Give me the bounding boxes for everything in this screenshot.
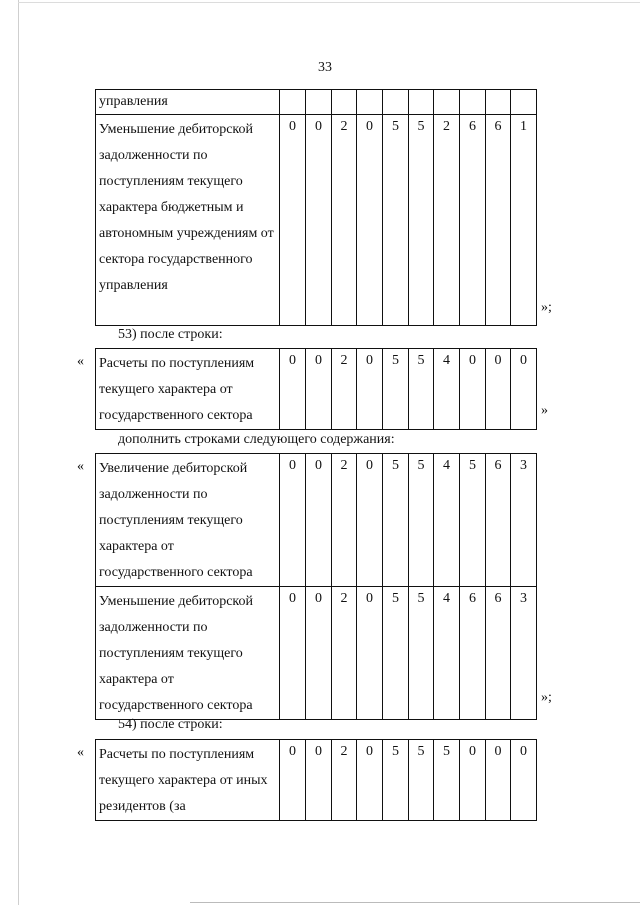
code-digit: [383, 90, 409, 115]
code-digit: 0: [306, 454, 332, 587]
table-row: [96, 349, 537, 430]
table-4: [95, 739, 537, 821]
code-digit: 0: [357, 740, 383, 821]
code-digit: 2: [332, 587, 357, 720]
code-digit: 5: [383, 349, 409, 430]
scan-edge-bottom: [190, 902, 640, 903]
code-digit: 0: [460, 349, 486, 430]
table-row: [96, 90, 537, 115]
code-digit: 0: [357, 587, 383, 720]
code-digit: 3: [511, 587, 537, 720]
code-digit: 6: [486, 115, 511, 326]
code-digit: [306, 90, 332, 115]
opening-quote: «: [77, 745, 84, 760]
code-digit: 5: [383, 115, 409, 326]
code-digit: 2: [434, 115, 460, 326]
row-label: Увеличение дебиторской задолженности по поступлениям текущего характера от государственного сектора: [96, 454, 280, 587]
code-digit: 0: [306, 587, 332, 720]
code-digit: 6: [460, 587, 486, 720]
code-digit: 0: [511, 740, 537, 821]
code-digit: 6: [486, 454, 511, 587]
scan-edge-top: [18, 2, 640, 3]
row-label: Расчеты по поступлениям текущего характера от государственного сектора: [96, 349, 280, 430]
code-digit: 4: [434, 454, 460, 587]
supplement-instruction: дополнить строками следующего содержания:: [118, 432, 395, 447]
code-digit: [357, 90, 383, 115]
table-row: [96, 587, 537, 720]
code-digit: [434, 90, 460, 115]
closing-quote: »;: [541, 300, 552, 315]
row-label: Уменьшение дебиторской задолженности по поступлениям текущего характера от государственного сектора: [96, 587, 280, 720]
code-digit: 5: [460, 454, 486, 587]
code-digit: 0: [280, 115, 306, 326]
item-54-heading: 54) после строки:: [118, 717, 223, 732]
code-digit: 5: [383, 587, 409, 720]
code-digit: 0: [511, 349, 537, 430]
code-digit: 5: [383, 740, 409, 821]
closing-quote: »;: [541, 690, 552, 705]
code-digit: 0: [280, 740, 306, 821]
code-digit: 1: [511, 115, 537, 326]
code-digit: 0: [280, 454, 306, 587]
table-row: [96, 740, 537, 821]
table-3: [95, 453, 537, 720]
code-digit: [460, 90, 486, 115]
scan-edge-left: [18, 0, 19, 905]
code-digit: 4: [434, 587, 460, 720]
code-digit: [280, 90, 306, 115]
code-digit: 0: [486, 740, 511, 821]
table-row: [96, 454, 537, 587]
code-digit: 2: [332, 740, 357, 821]
code-digit: 5: [409, 349, 434, 430]
code-digit: 6: [460, 115, 486, 326]
closing-quote: »: [541, 403, 548, 418]
row-label: Расчеты по поступлениям текущего характера от иных резидентов (за: [96, 740, 280, 821]
row-label: Уменьшение дебиторской задолженности по поступлениям текущего характера бюджетным и автономным учреждениям от сектора государственного управления: [96, 115, 280, 326]
code-digit: 0: [357, 349, 383, 430]
code-digit: 0: [357, 454, 383, 587]
code-digit: 5: [409, 115, 434, 326]
code-digit: 5: [409, 740, 434, 821]
code-digit: 5: [409, 587, 434, 720]
code-digit: 2: [332, 349, 357, 430]
code-digit: 0: [460, 740, 486, 821]
code-digit: 2: [332, 454, 357, 587]
code-digit: 0: [357, 115, 383, 326]
code-digit: 5: [409, 454, 434, 587]
code-digit: 5: [383, 454, 409, 587]
code-digit: 0: [306, 740, 332, 821]
page-number: 33: [318, 60, 332, 75]
code-digit: 0: [280, 349, 306, 430]
code-digit: 2: [332, 115, 357, 326]
table-2: [95, 348, 537, 430]
item-53-heading: 53) после строки:: [118, 327, 223, 342]
code-digit: 3: [511, 454, 537, 587]
table-1: [95, 89, 537, 326]
code-digit: 0: [486, 349, 511, 430]
code-digit: 6: [486, 587, 511, 720]
row-label: управления: [96, 90, 280, 115]
code-digit: [486, 90, 511, 115]
code-digit: 0: [306, 349, 332, 430]
code-digit: [332, 90, 357, 115]
opening-quote: «: [77, 354, 84, 369]
code-digit: 5: [434, 740, 460, 821]
table-row: [96, 115, 537, 326]
opening-quote: «: [77, 459, 84, 474]
code-digit: [511, 90, 537, 115]
code-digit: 4: [434, 349, 460, 430]
code-digit: [409, 90, 434, 115]
code-digit: 0: [280, 587, 306, 720]
code-digit: 0: [306, 115, 332, 326]
